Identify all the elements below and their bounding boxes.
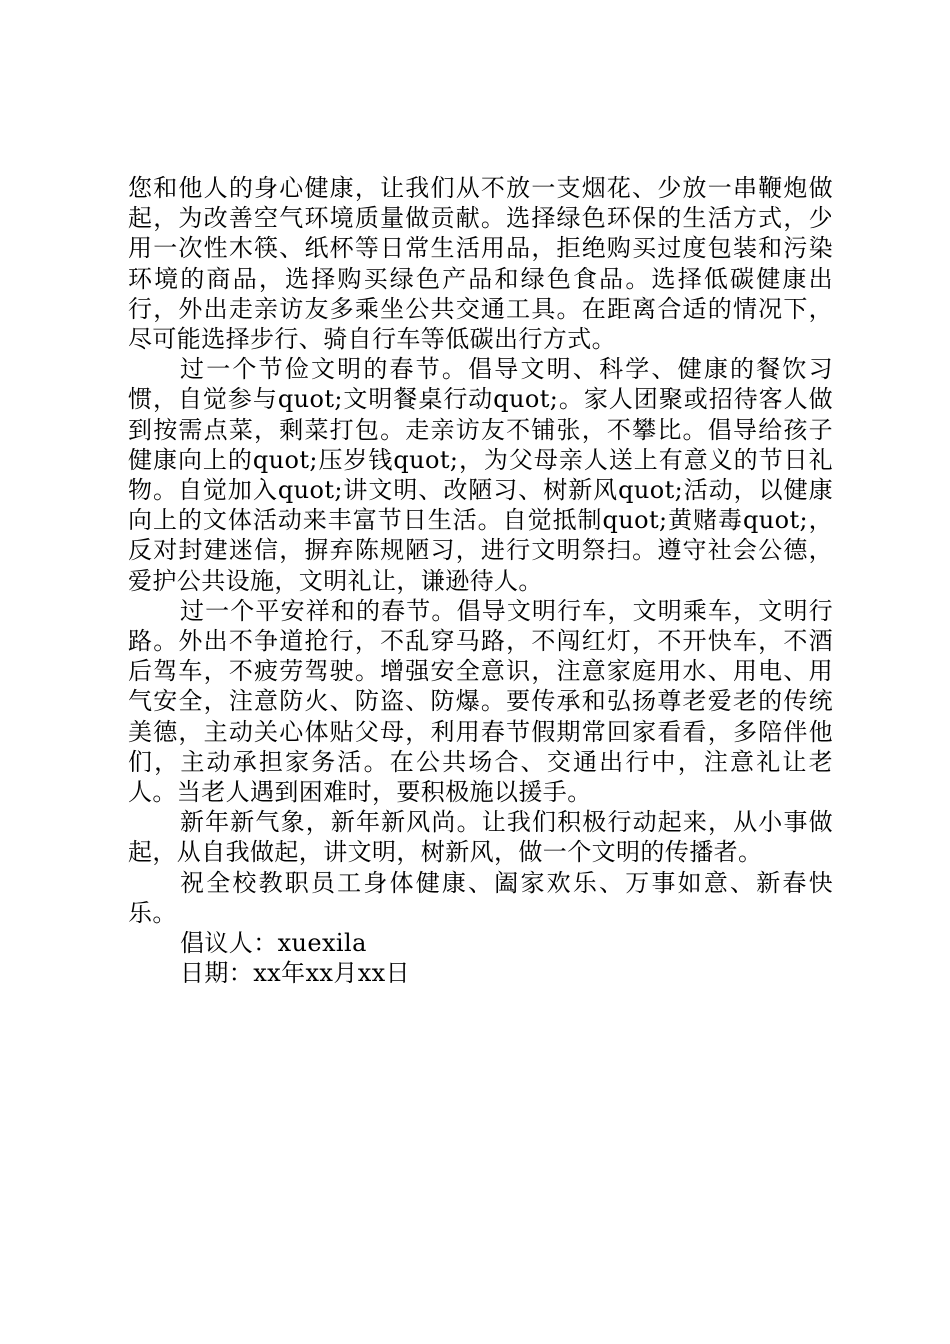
date-line: 日期：xx年xx月xx日 bbox=[180, 959, 411, 988]
paragraph-safe-festival: 过一个平安祥和的春节。倡导文明行车，文明乘车，文明行路。外出不争道抢行，不乱穿马路，不闯红灯，不开快车，不酒后驾车，不疲劳驾驶。增强安全意识，注意家庭用水、用电、用气安全，注意防火、防盗、防爆。要传承和弘扬尊老爱老的传统美德，主动关心体贴父母，利用春节假期常回家看看，多陪伴他们，主动承担家务活。在公共场合、交通出行中，注意礼让老人。当老人遇到困难时，要积极施以援手。 bbox=[128, 596, 833, 807]
paragraph-environment: 您和他人的身心健康，让我们从不放一支烟花、少放一串鞭炮做起，为改善空气环境质量做贡献。选择绿色环保的生活方式，少用一次性木筷、纸杯等日常生活用品，拒绝购买过度包装和污染环境的商品，选择购买绿色产品和绿色食品。选择低碳健康出行，外出走亲访友多乘坐公共交通工具。在距离合适的情况下，尽可能选择步行、骑自行车等低碳出行方式。 bbox=[128, 174, 833, 354]
paragraph-frugal-festival: 过一个节俭文明的春节。倡导文明、科学、健康的餐饮习惯，自觉参与quot;文明餐桌行动quot;。家人团聚或招待客人做到按需点菜，剩菜打包。走亲访友不铺张，不攀比。倡导给孩子健康向上的quot;压岁钱quot;，为父母亲人送上有意义的节日礼物。自觉加入quot;讲文明、改陋习、树新风quot;活动，以健康向上的文体活动来丰富节日生活。自觉抵制quot;黄赌毒quot;，反对封建迷信，摒弃陈规陋习，进行文明祭扫。遵守社会公德，爱护公共设施，文明礼让，谦逊待人。 bbox=[128, 355, 833, 595]
initiator-line: 倡议人：xuexila bbox=[180, 929, 367, 958]
document-page bbox=[128, 173, 833, 988]
paragraph-wishes: 祝全校教职员工身体健康、阖家欢乐、万事如意、新春快乐。 bbox=[128, 868, 833, 927]
paragraph-new-year-call: 新年新气象，新年新风尚。让我们积极行动起来，从小事做起，从自我做起，讲文明，树新风，做一个文明的传播者。 bbox=[128, 808, 833, 867]
